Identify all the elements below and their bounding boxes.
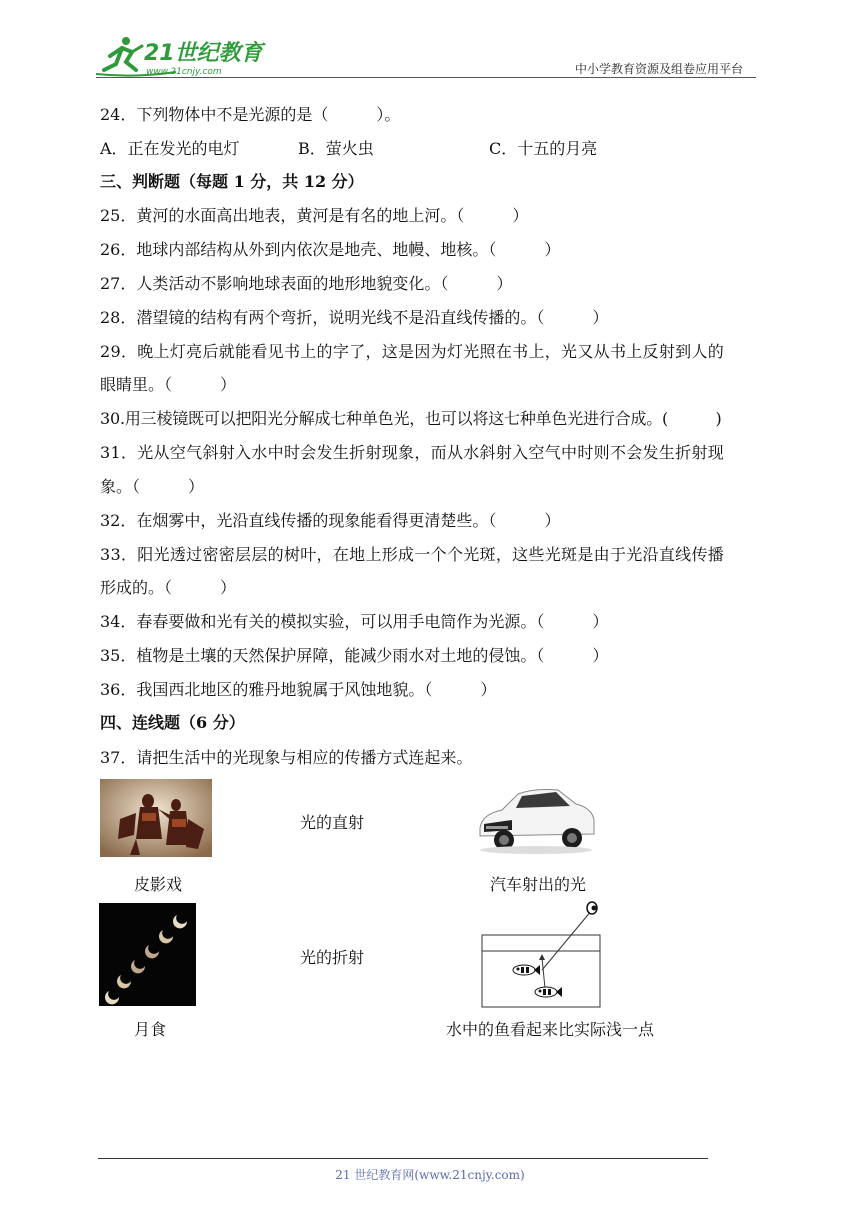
question-35: 35．植物是土壤的天然保护屏障，能减少雨水对土地的侵蚀。（ ） [100, 646, 609, 665]
platform-label: 中小学教育资源及组卷应用平台 [575, 62, 744, 76]
question-36: 36．我国西北地区的雅丹地貌属于风蚀地貌。（ ） [100, 680, 497, 699]
question-26: 26．地球内部结构从外到内依次是地壳、地幔、地核。（ ） [100, 240, 561, 259]
question-30: 30.用三棱镜既可以把阳光分解成七种单色光，也可以将这七种单色光进行合成。( ) [100, 409, 722, 428]
fish-in-water-diagram [478, 896, 604, 1010]
label-straight-propagation: 光的直射 [300, 813, 365, 832]
label-lunar-eclipse: 月食 [134, 1020, 167, 1039]
section3-title: 三、判断题（每题 1 分，共 12 分） [100, 172, 364, 191]
label-shadow-play: 皮影戏 [134, 875, 183, 894]
q24-option-c: C．十五的月亮 [489, 139, 598, 158]
q24-stem: 24．下列物体中不是光源的是（ ）。 [100, 105, 401, 124]
question-28: 28．潜望镜的结构有两个弯折，说明光线不是沿直线传播的。（ ） [100, 308, 609, 327]
question-29-line2: 眼睛里。（ ） [100, 375, 237, 394]
svg-text:21世纪教育: 21世纪教育 [144, 41, 263, 66]
shadow-play-image [100, 779, 212, 857]
eye-icon [587, 902, 597, 914]
header-divider [96, 77, 756, 78]
svg-text:www.21cnjy.com: www.21cnjy.com [146, 67, 222, 77]
site-logo [96, 34, 266, 78]
q24-option-a: A．正在发光的电灯 [100, 139, 240, 158]
car-image [472, 780, 598, 856]
question-33-line1: 33．阳光透过密密层层的树叶，在地上形成一个个光斑，这些光斑是由于光沿直线传播 [100, 545, 725, 564]
label-car-light: 汽车射出的光 [490, 875, 587, 894]
lunar-eclipse-image [99, 903, 196, 1006]
question-31-line1: 31．光从空气斜射入水中时会发生折射现象，而从水斜射入空气中时则不会发生折射现 [100, 443, 725, 462]
question-34: 34．春春要做和光有关的模拟实验，可以用手电筒作为光源。（ ） [100, 612, 609, 631]
question-31-line2: 象。（ ） [100, 477, 205, 496]
label-refraction: 光的折射 [300, 948, 365, 967]
footer-text: 21 世纪教育网(www.21cnjy.com) [335, 1168, 525, 1182]
question-32: 32．在烟雾中，光沿直线传播的现象能看得更清楚些。（ ） [100, 511, 561, 530]
q37-stem: 37．请把生活中的光现象与相应的传播方式连起来。 [100, 748, 473, 767]
question-29-line1: 29．晚上灯亮后就能看见书上的字了，这是因为灯光照在书上，光又从书上反射到人的 [100, 342, 725, 361]
label-fish-shallower: 水中的鱼看起来比实际浅一点 [446, 1020, 655, 1039]
section4-title: 四、连线题（6 分） [100, 713, 245, 732]
question-25: 25．黄河的水面高出地表，黄河是有名的地上河。（ ） [100, 206, 529, 225]
question-33-line2: 形成的。（ ） [100, 578, 237, 597]
question-27: 27．人类活动不影响地球表面的地形地貌变化。（ ） [100, 274, 513, 293]
q24-option-b: B．萤火虫 [298, 139, 374, 158]
footer-divider [98, 1158, 708, 1159]
